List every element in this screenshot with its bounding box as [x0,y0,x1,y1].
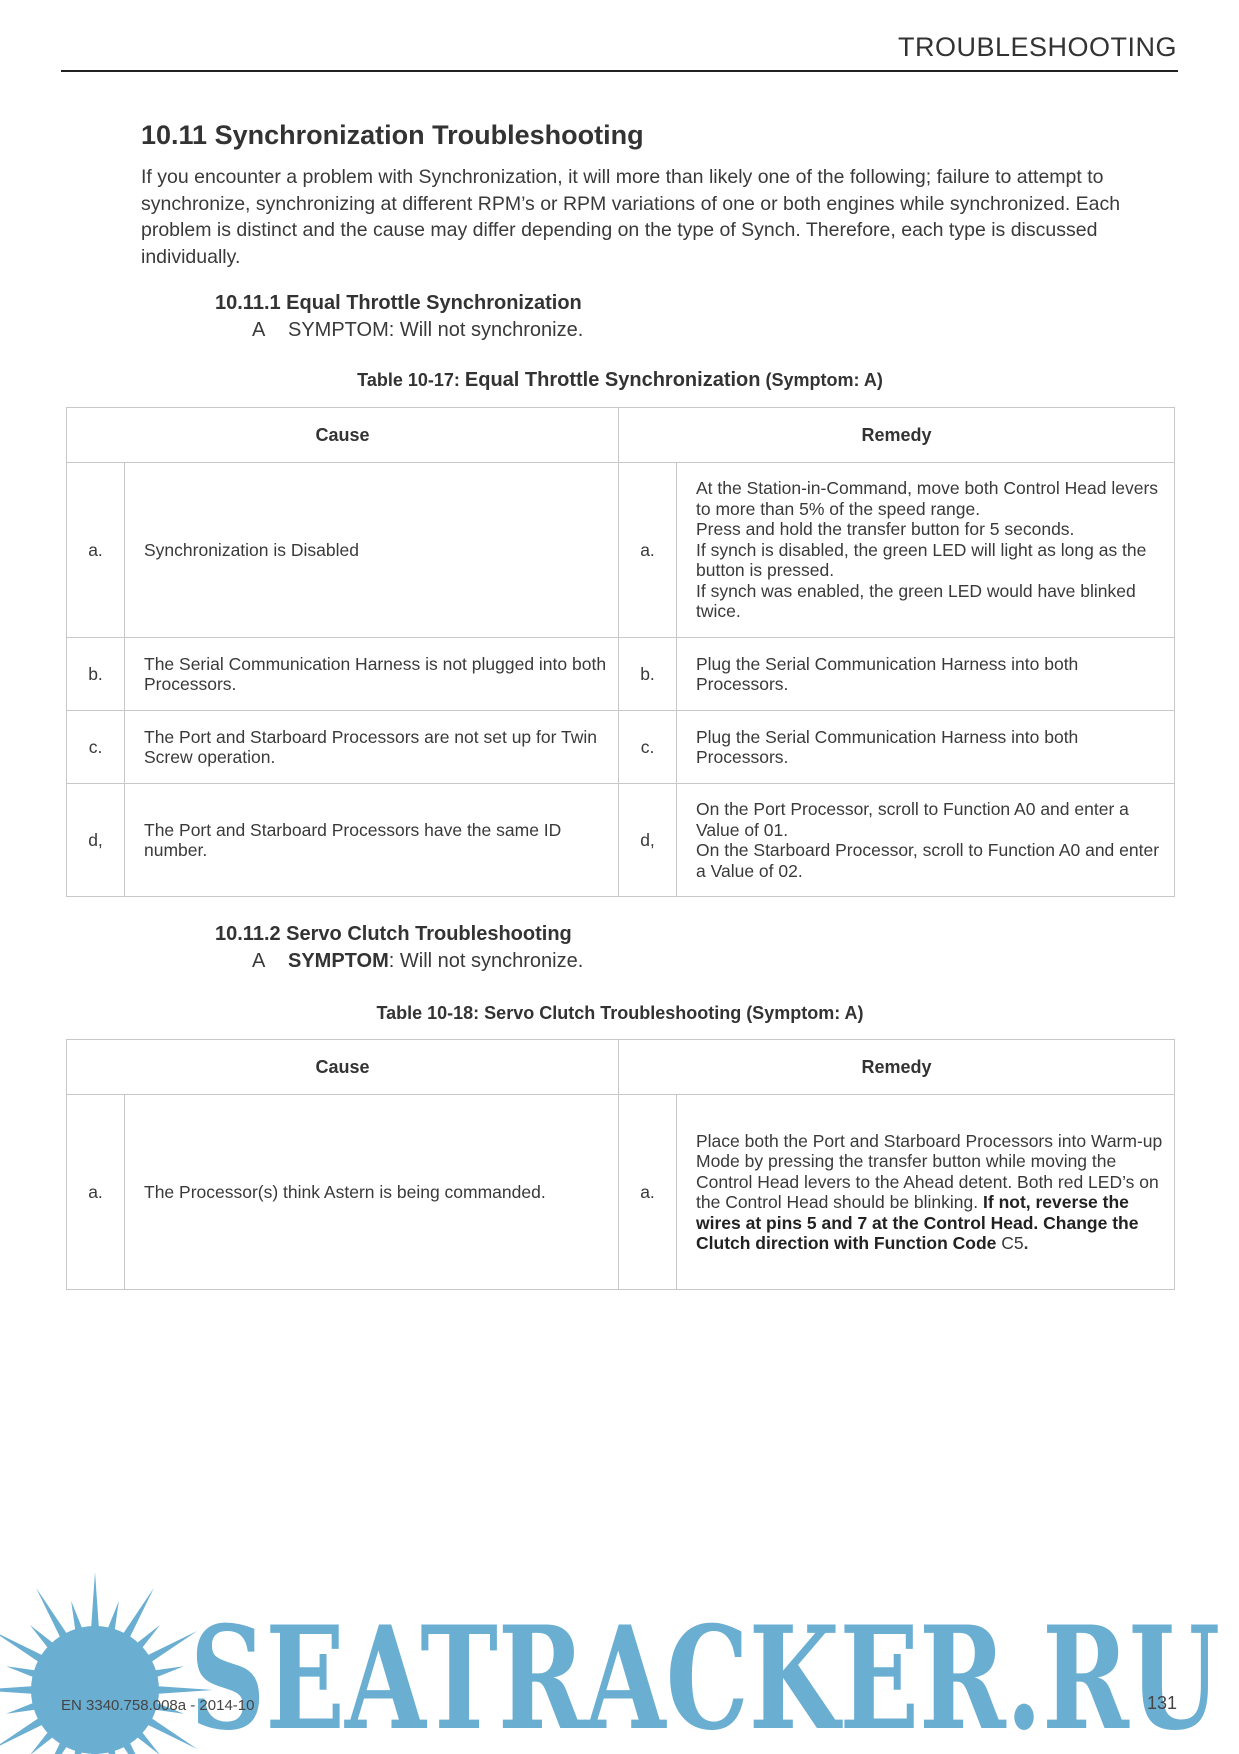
subsection-heading-equal-throttle: 10.11.1 Equal Throttle Synchronization [215,292,582,314]
remedy-header: Remedy [619,408,1175,463]
table-equal-throttle [66,407,1175,897]
remedy-text [677,1095,1175,1290]
remedy-letter: d, [619,784,677,897]
cause-text: Synchronization is Disabled [125,463,619,638]
remedy-letter: c. [619,711,677,784]
watermark-logo [0,1570,1239,1754]
cause-letter: a. [67,1095,125,1290]
header-title: TROUBLESHOOTING [897,32,1177,62]
remedy-line: On the Starboard Processor, scroll to Function A0 and enter a Value of 02. [696,840,1160,881]
caption-suffix: (Symptom: A) [765,370,883,390]
remedy-text [677,463,1175,638]
symptom-text: SYMPTOM: Will not synchronize. [288,319,584,341]
remedy-bold-text: If not, reverse the wires at pins 5 and 7 at the Control Head. Change the Clutch direction with Function Code [696,1192,1139,1253]
symptom-line-1 [252,319,583,342]
table-header-row [67,408,1175,463]
table-row [67,463,1175,638]
remedy-code: C5 [1001,1233,1024,1253]
remedy-line: At the Station-in-Command, move both Control Head levers to more than 5% of the speed range. [696,478,1159,519]
remedy-letter: a. [619,1095,677,1290]
subsection-heading-servo-clutch: 10.11.2 Servo Clutch Troubleshooting [215,923,572,945]
cause-text: The Serial Communication Harness is not plugged into both Processors. [125,638,619,711]
remedy-text [677,784,1175,897]
symptom-letter: A [252,950,266,972]
table-caption-10-18: Table 10-18: Servo Clutch Troubleshooting (Symptom: A) [376,1003,864,1023]
cause-letter: b. [67,638,125,711]
cause-header: Cause [67,408,619,463]
remedy-letter: a. [619,463,677,638]
cause-text: The Processor(s) think Astern is being commanded. [125,1095,619,1290]
remedy-header: Remedy [619,1040,1175,1095]
remedy-text: Plug the Serial Communication Harness into both Processors. [677,638,1175,711]
cause-letter: a. [67,463,125,638]
section-intro: If you encounter a problem with Synchronization, it will more than likely one of the following; failure to attempt to synchronize, synchronizing at different RPM’s or RPM variations of one or both engines while synchronized. Each problem is distinct and the cause may differ depending on the type of Synch. Therefore, each type is discussed individually. [141,166,1121,268]
cause-text: The Port and Starboard Processors have the same ID number. [125,784,619,897]
remedy-normal-text: Place both the Port and Starboard Processors into Warm-up Mode by pressing the transfer button while moving the Control Head levers to the Ahead detent. Both red LED’s on the Control Head should be blinking. [696,1130,1163,1212]
caption-title: Equal Throttle Synchronization [464,369,761,391]
remedy-line: If synch is disabled, the green LED will light as long as the button is pressed. [696,539,1147,581]
symptom-letter: A [252,319,266,341]
sun-ray [91,1572,99,1632]
table-servo-clutch [66,1039,1175,1290]
sun-icon [0,1572,213,1754]
section-heading: 10.11 Synchronization Troubleshooting [141,120,644,150]
cause-text: The Port and Starboard Processors are not set up for Twin Screw operation. [125,711,619,784]
cause-letter: d, [67,784,125,897]
remedy-period: . [1023,1233,1029,1253]
table-row [67,638,1175,711]
table-row [67,784,1175,897]
symptom-line-2 [252,950,583,973]
caption-prefix: Table 10-17: [357,370,460,390]
cause-header: Cause [67,1040,619,1095]
footer-page-number: 131 [1146,1693,1177,1713]
sun-disc [31,1626,159,1754]
remedy-letter: b. [619,638,677,711]
symptom-text: : Will not synchronize. [388,950,584,972]
remedy-line: If synch was enabled, the green LED would have blinked twice. [696,580,1136,622]
table-caption-10-17 [66,369,1174,392]
remedy-text: Plug the Serial Communication Harness into both Processors. [677,711,1175,784]
footer-doc-id: EN 3340.758.008a - 2014-10 [61,1697,255,1714]
symptom-label: SYMPTOM [288,950,389,972]
remedy-line: On the Port Processor, scroll to Function A0 and enter a Value of 01. [696,799,1129,840]
header-rule [61,70,1178,72]
cause-letter: c. [67,711,125,784]
remedy-line: Press and hold the transfer button for 5 seconds. [696,519,1075,540]
table-row [67,1095,1175,1290]
watermark-text: SEATRACKER.RU [190,1596,1220,1754]
table-row [67,711,1175,784]
table-header-row [67,1040,1175,1095]
